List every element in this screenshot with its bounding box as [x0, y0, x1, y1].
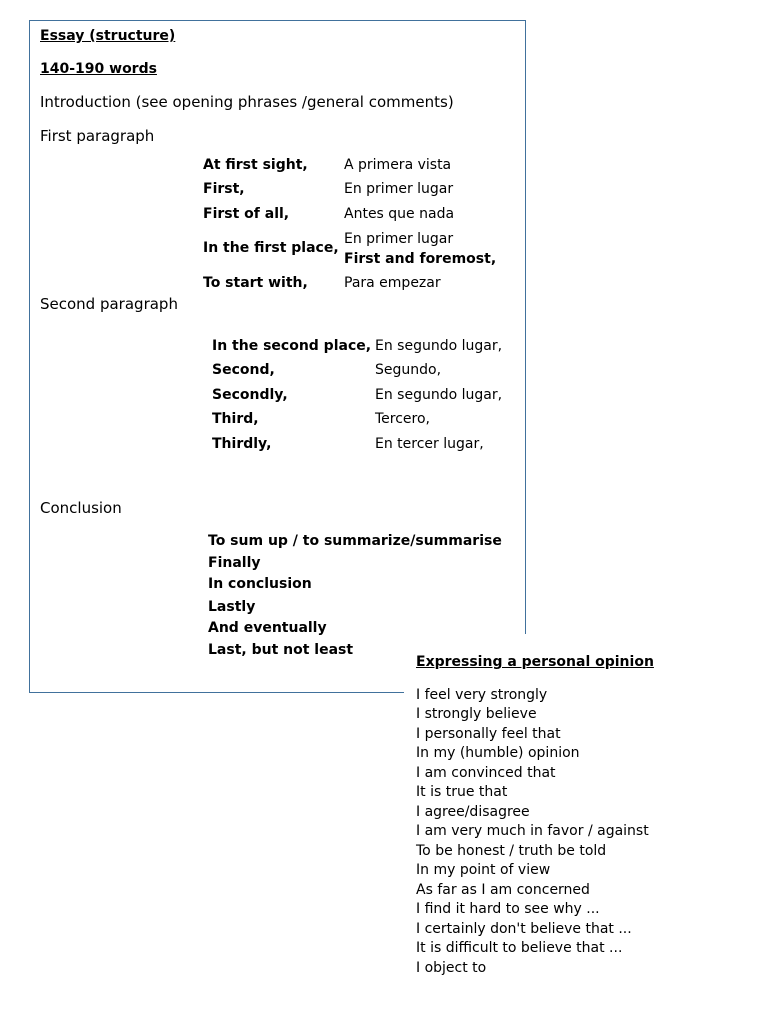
first-connector-en: To start with,	[203, 275, 308, 291]
opinion-phrase: I personally feel that	[416, 726, 561, 742]
conclusion-phrase: In conclusion	[208, 576, 312, 592]
first-connector-en: At first sight,	[203, 157, 308, 173]
opinion-phrase: To be honest / truth be told	[416, 843, 607, 859]
conclusion-phrase: Finally	[208, 555, 261, 571]
opinion-phrase: I strongly believe	[416, 706, 537, 722]
second-connector-en: Thirdly,	[212, 436, 272, 452]
second-connector-es: En segundo lugar,	[375, 338, 503, 354]
conclusion-phrase: Last, but not least	[208, 642, 354, 658]
opinion-phrase: It is difficult to believe that ...	[416, 940, 623, 956]
second-connector-en: Secondly,	[212, 387, 288, 403]
first-connector-es: En primer lugar	[344, 231, 454, 247]
opinion-phrase: I certainly don't believe that ...	[416, 921, 632, 937]
first-connector-es: En primer lugar	[344, 181, 454, 197]
conclusion-phrase: To sum up / to summarize/summarise	[208, 533, 502, 549]
opinion-phrase: In my point of view	[416, 862, 551, 878]
first-connector-en: First of all,	[203, 206, 290, 222]
conclusion-phrase: Lastly	[208, 599, 256, 615]
first-connector-en: First,	[203, 181, 245, 197]
opinion-phrase: As far as I am concerned	[416, 882, 590, 898]
introduction-line: Introduction (see opening phrases /general comments)	[40, 93, 454, 111]
opinion-phrase: I object to	[416, 960, 487, 976]
opinion-phrase: I find it hard to see why ...	[416, 901, 600, 917]
second-connector-es: Tercero,	[375, 411, 431, 427]
opinion-phrase: I agree/disagree	[416, 804, 530, 820]
second-connector-es: Segundo,	[375, 362, 442, 378]
opinion-phrase: I feel very strongly	[416, 687, 548, 703]
essay-title: Essay (structure)	[40, 28, 176, 44]
opinion-phrase: In my (humble) opinion	[416, 745, 580, 761]
second-paragraph-heading: Second paragraph	[40, 295, 178, 313]
conclusion-heading: Conclusion	[40, 499, 122, 517]
conclusion-phrase: And eventually	[208, 620, 327, 636]
second-connector-es: En tercer lugar,	[375, 436, 484, 452]
first-connector-es: A primera vista	[344, 157, 452, 173]
second-connector-en: In the second place,	[212, 338, 372, 354]
opinion-phrase: It is true that	[416, 784, 508, 800]
opinion-phrase: I am very much in favor / against	[416, 823, 649, 839]
word-count: 140-190 words	[40, 61, 157, 77]
opinion-title: Expressing a personal opinion	[416, 654, 654, 670]
opinion-phrase: I am convinced that	[416, 765, 556, 781]
first-connector-extra: First and foremost,	[344, 251, 497, 267]
second-connector-en: Third,	[212, 411, 259, 427]
first-paragraph-heading: First paragraph	[40, 127, 155, 145]
first-connector-es: Para empezar	[344, 275, 441, 291]
second-connector-en: Second,	[212, 362, 275, 378]
second-connector-es: En segundo lugar,	[375, 387, 503, 403]
first-connector-es: Antes que nada	[344, 206, 455, 222]
first-connector-en: In the first place,	[203, 240, 339, 256]
